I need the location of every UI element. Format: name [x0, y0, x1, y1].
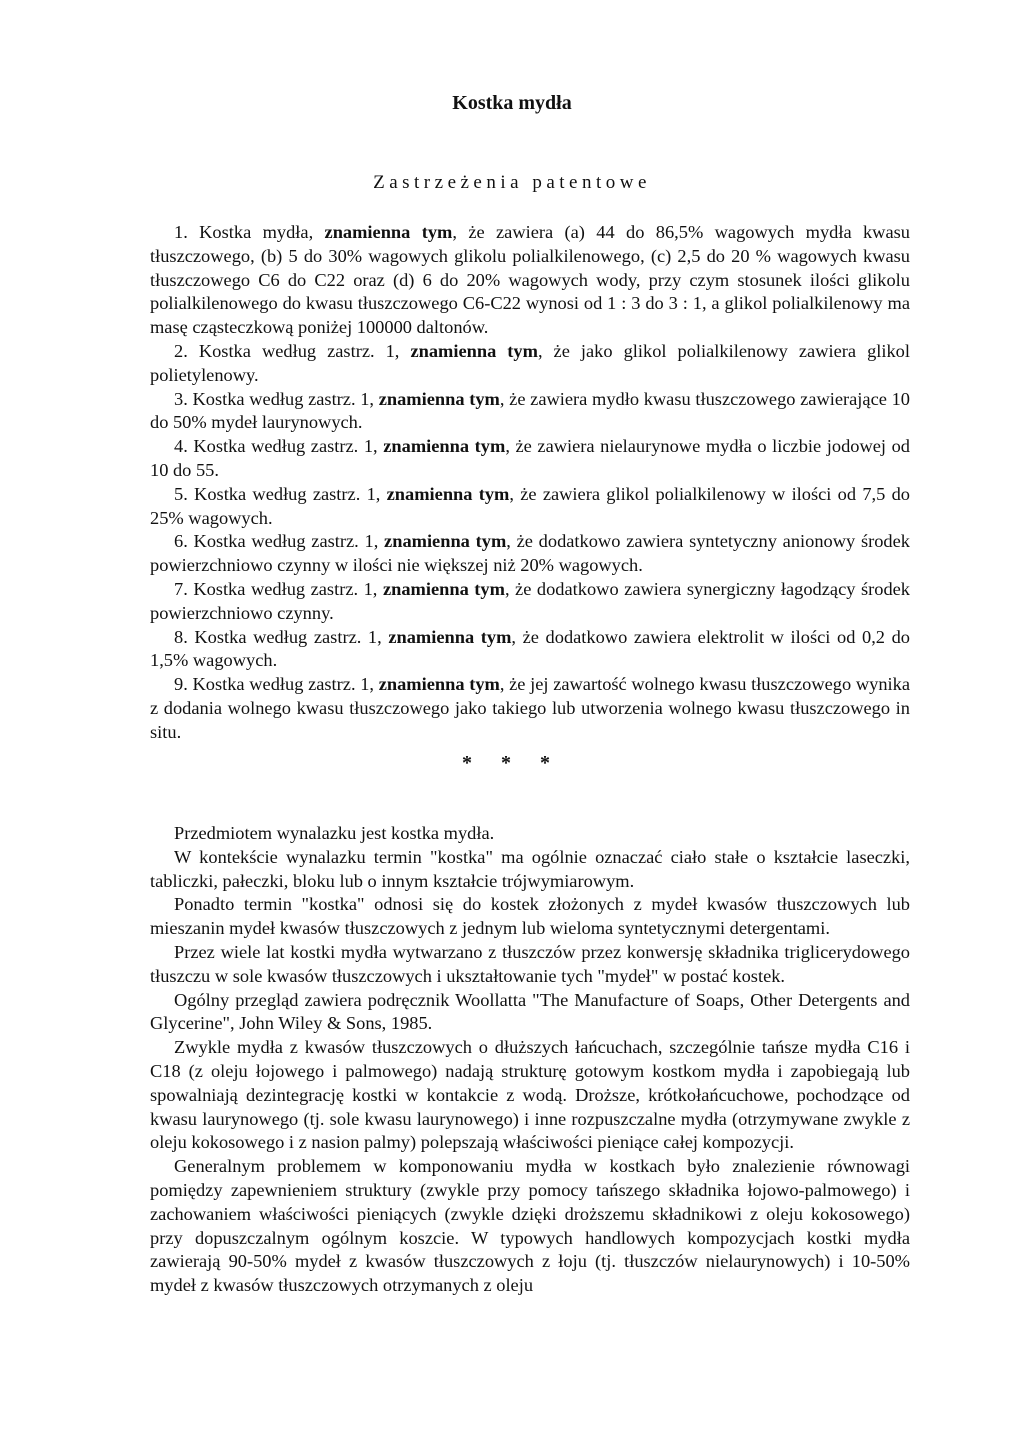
claim-intro: 9. Kostka według zastrz. 1,	[174, 674, 379, 695]
claim-body: , że dodatkowo zawiera elektrolit w ilości od 0,2 do 1,5% wagowych.	[150, 626, 910, 671]
claim-item	[150, 530, 910, 578]
description-paragraph: Przez wiele lat kostki mydła wytwarzano z tłuszczów przez konwersję składnika triglicerydowego tłuszczu w sole kwasów tłuszczowych i ukształtowanie tych "mydeł" w postać kostek.	[150, 941, 910, 986]
claim-body: , że zawiera nielaurynowe mydła o liczbie jodowej od 10 do 55.	[150, 436, 910, 480]
claim-intro: 8. Kostka według zastrz. 1,	[174, 626, 389, 647]
description-paragraph: Zwykle mydła z kwasów tłuszczowych o dłuższych łańcuchach, szczególnie tańsze mydła C16 i C18 (z oleju łojowego i palmowego) nadają strukturę gotowym kostkom mydła i zapobiegają lub spowalniają dezintegrację kostki w kontakcie z wodą. Droższe, krótkołańcuchowe, pochodzące od kwasu laurynowego (tj. sole kwasu laurynowego) i inne rozpuszczalne mydła (otrzymywane zwykle z oleju kokosowego i z nasion palmy) polepszają właściwości pieniące całej kompozycji.	[150, 1037, 910, 1153]
claim-intro: 2. Kostka według zastrz. 1,	[174, 340, 411, 361]
claim-item	[150, 388, 910, 436]
claim-keyword: znamienna tym	[378, 388, 500, 409]
description-paragraph: Przedmiotem wynalazku jest kostka mydła.	[174, 823, 495, 843]
claim-item	[150, 673, 910, 744]
claim-body: , że dodatkowo zawiera syntetyczny anionowy środek powierzchniowo czynny w ilości nie większej niż 20% wagowych.	[150, 531, 910, 576]
claim-keyword: znamienna tym	[386, 483, 510, 504]
description-paragraph: Generalnym problemem w komponowaniu mydła w kostkach było znalezienie równowagi pomiędzy zapewnieniem struktury (zwykle przy pomocy tańszego składnika łojowo-palmowego) i zachowaniem właściwości pieniących (zwykle dzięki droższemu składnikowi z oleju kokosowego) przy dopuszczalnym ogólnym koszcie. W typowych handlowych kompozycjach kostki mydła zawierają 90-50% mydeł z kwasów tłuszczowych z łoju (tj. tłuszczów nielaurynowych) i 10-50% mydeł z kwasów tłuszczowych otrzymanych z oleju	[150, 1156, 910, 1296]
claim-keyword: znamienna tym	[410, 340, 538, 361]
description-paragraph: W kontekście wynalazku termin "kostka" ma ogólnie oznaczać ciało stałe o kształcie laseczki, tabliczki, pałeczki, bloku lub o innym kształcie trójwymiarowym.	[150, 846, 910, 891]
description-paragraph: Ogólny przegląd zawiera podręcznik Woollatta "The Manufacture of Soaps, Other Detergents and Glycerine", John Wiley & Sons, 1985.	[150, 989, 910, 1034]
page-title: Kostka mydła	[452, 92, 572, 114]
description-paragraph: Ponadto termin "kostka" odnosi się do kostek złożonych z mydeł kwasów tłuszczowych lub mieszanin mydeł kwasów tłuszczowych z jednym lub wieloma syntetycznymi detergentami.	[150, 894, 910, 939]
claim-body: , że jako glikol polialkilenowy zawiera glikol polietylenowy.	[150, 340, 910, 385]
claim-body: , że zawiera mydło kwasu tłuszczowego zawierające 10 do 50% mydeł laurynowych.	[150, 388, 910, 433]
claim-keyword: znamienna tym	[384, 531, 507, 552]
claim-body: , że jej zawartość wolnego kwasu tłuszczowego wynika z dodania wolnego kwasu tłuszczowego jako takiego lub utworzenia wolnego kwasu tłuszczowego in situ.	[150, 674, 910, 742]
claim-item	[150, 221, 910, 340]
section-separator: * * *	[462, 752, 562, 774]
claim-keyword: znamienna tym	[383, 436, 506, 457]
claim-intro: 5. Kostka według zastrz. 1,	[174, 483, 387, 504]
claim-keyword: znamienna tym	[388, 626, 512, 647]
claim-intro: 7. Kostka według zastrz. 1,	[174, 578, 383, 599]
section-heading: Zastrzeżenia patentowe	[373, 172, 651, 193]
claim-body: , że dodatkowo zawiera synergiczny łagodzący środek powierzchniowo czynny.	[150, 578, 910, 623]
claim-item	[150, 626, 910, 674]
claim-item	[150, 435, 910, 483]
claim-item	[150, 578, 910, 626]
claim-item	[150, 340, 910, 388]
claim-keyword: znamienna tym	[324, 222, 453, 242]
claim-item	[150, 483, 910, 531]
claim-keyword: znamienna tym	[382, 578, 505, 599]
claim-body: , że zawiera (a) 44 do 86,5% wagowych mydła kwasu tłuszczowego, (b) 5 do 30% wagowych glikolu polialkilenowego, (c) 2,5 do 20 % wagowych kwasu tłuszczowego C6 do C22 oraz (d) 6 do 20% wagowych wody, przy czym stosunek ilości glikolu polialkilenowego do kwasu tłuszczowego C6-C22 wynosi od 1 : 3 do 3 : 1, a glikol polialkilenowy ma masę cząsteczkową poniżej 100000 daltonów.	[150, 222, 910, 338]
claim-intro: 6. Kostka według zastrz. 1,	[174, 531, 385, 552]
description-text	[150, 822, 910, 1298]
claim-intro: 3. Kostka według zastrz. 1,	[174, 388, 379, 409]
claim-intro: 4. Kostka według zastrz. 1,	[174, 436, 384, 457]
claims-list	[150, 221, 910, 745]
claim-intro: 1. Kostka mydła,	[174, 222, 325, 242]
claim-keyword: znamienna tym	[378, 674, 500, 695]
claim-body: , że zawiera glikol polialkilenowy w ilości od 7,5 do 25% wagowych.	[150, 483, 910, 528]
